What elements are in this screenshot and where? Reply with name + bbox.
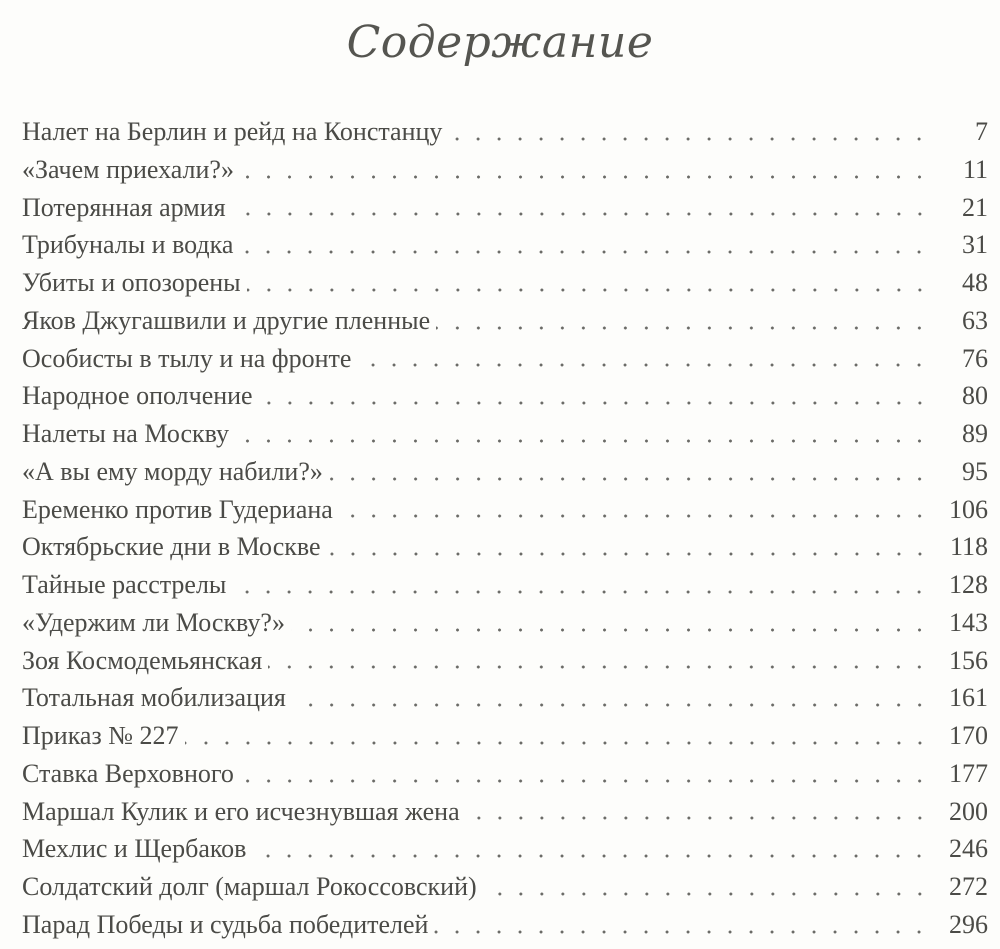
toc-entry-title: «А вы ему морду набили?» — [22, 456, 323, 486]
toc-entry[interactable] — [22, 189, 988, 227]
dot-leader — [448, 113, 930, 151]
dot-leader — [235, 415, 930, 453]
toc-entry[interactable] — [22, 793, 988, 831]
toc-entry[interactable] — [22, 453, 988, 491]
dot-leader — [436, 302, 930, 340]
toc-entry-title: Убиты и опозорены — [22, 268, 241, 297]
toc-entry-title: Мехлис и Щербаков — [22, 834, 247, 864]
toc-entry-title: Приказ № 227 — [22, 721, 179, 750]
toc-entry[interactable] — [22, 377, 988, 415]
toc-entry-page: 246 — [949, 834, 988, 864]
toc-entry-page: 7 — [975, 117, 988, 146]
dot-leader — [483, 868, 930, 906]
toc-entry-page: 156 — [949, 645, 988, 675]
dot-leader — [252, 830, 930, 868]
toc-entry-page: 272 — [949, 872, 988, 901]
dot-leader — [247, 264, 930, 302]
dot-leader — [240, 151, 930, 189]
toc-entry-title: Трибуналы и водка — [22, 230, 234, 260]
dot-leader — [291, 604, 930, 642]
toc-entry-title: Народное ополчение — [22, 381, 253, 411]
toc-entry-title: «Удержим ли Москву?» — [22, 607, 285, 637]
toc-entry[interactable] — [22, 340, 988, 378]
toc-entry-page: 200 — [949, 796, 988, 826]
toc-entry-title: Маршал Кулик и его исчезнувшая жена — [22, 796, 460, 826]
dot-leader — [327, 528, 930, 566]
toc-entry-page: 48 — [962, 268, 988, 297]
toc-entry-page: 296 — [949, 909, 988, 939]
table-of-contents — [22, 113, 988, 944]
toc-entry-title: Ставка Верховного — [22, 758, 234, 788]
dot-leader — [329, 453, 930, 491]
toc-entry[interactable] — [22, 679, 988, 717]
toc-entry-page: 76 — [962, 343, 988, 373]
toc-entry-page: 89 — [962, 419, 988, 448]
toc-entry-title: Тайные расстрелы — [22, 570, 227, 599]
toc-entry[interactable] — [22, 755, 988, 793]
toc-entry[interactable] — [22, 415, 988, 453]
toc-entry-title: Тотальная мобилизация — [22, 683, 286, 713]
toc-entry-page: 143 — [949, 607, 988, 637]
toc-entry[interactable] — [22, 226, 988, 264]
toc-entry-page: 95 — [962, 456, 988, 486]
dot-leader — [259, 377, 930, 415]
toc-entry[interactable] — [22, 302, 988, 340]
toc-entry[interactable] — [22, 717, 988, 755]
toc-entry-title: Потерянная армия — [22, 192, 226, 222]
dot-leader — [466, 793, 930, 831]
toc-entry-title: Налеты на Москву — [22, 419, 230, 448]
toc-entry[interactable] — [22, 151, 988, 189]
toc-entry-page: 128 — [949, 570, 988, 599]
toc-entry-page: 11 — [962, 154, 988, 184]
toc-entry-page: 177 — [949, 758, 988, 788]
toc-entry-title: Зоя Космодемьянская — [22, 645, 263, 675]
toc-entry[interactable] — [22, 830, 988, 868]
toc-entry[interactable] — [22, 113, 988, 151]
toc-entry[interactable] — [22, 604, 988, 642]
toc-entry[interactable] — [22, 528, 988, 566]
dot-leader — [357, 340, 930, 378]
toc-entry[interactable] — [22, 906, 988, 944]
toc-entry-title: Октябрьские дни в Москве — [22, 532, 321, 562]
page-title: Содержание — [346, 17, 654, 68]
toc-entry-page: 161 — [949, 683, 988, 713]
toc-entry-title: Налет на Берлин и рейд на Констанцу — [22, 117, 443, 146]
dot-leader — [239, 226, 930, 264]
toc-entry-page: 118 — [949, 532, 988, 562]
dot-leader — [292, 679, 930, 717]
dot-leader — [434, 906, 930, 944]
toc-entry-page: 63 — [962, 305, 988, 335]
dot-leader — [232, 189, 930, 227]
toc-entry-page: 21 — [962, 192, 988, 222]
toc-entry-page: 80 — [962, 381, 988, 411]
toc-entry-title: Особисты в тылу и на фронте — [22, 343, 352, 373]
dot-leader — [185, 717, 930, 755]
toc-entry-title: Солдатский долг (маршал Рокоссовский) — [22, 872, 477, 901]
toc-entry-title: Яков Джугашвили и другие пленные — [22, 305, 431, 335]
toc-entry[interactable] — [22, 491, 988, 529]
dot-leader — [232, 566, 930, 604]
toc-entry-page: 170 — [949, 721, 988, 750]
toc-entry-title: Парад Победы и судьба победителей — [22, 909, 429, 939]
toc-entry-page: 31 — [962, 230, 988, 260]
toc-entry[interactable] — [22, 642, 988, 680]
toc-entry[interactable] — [22, 868, 988, 906]
toc-entry[interactable] — [22, 264, 988, 302]
dot-leader — [268, 642, 930, 680]
dot-leader — [339, 491, 930, 529]
dot-leader — [240, 755, 930, 793]
toc-entry[interactable] — [22, 566, 988, 604]
toc-entry-page: 106 — [949, 494, 988, 524]
toc-entry-title: Еременко против Гудериана — [22, 494, 333, 524]
toc-entry-title: «Зачем приехали?» — [22, 154, 234, 184]
